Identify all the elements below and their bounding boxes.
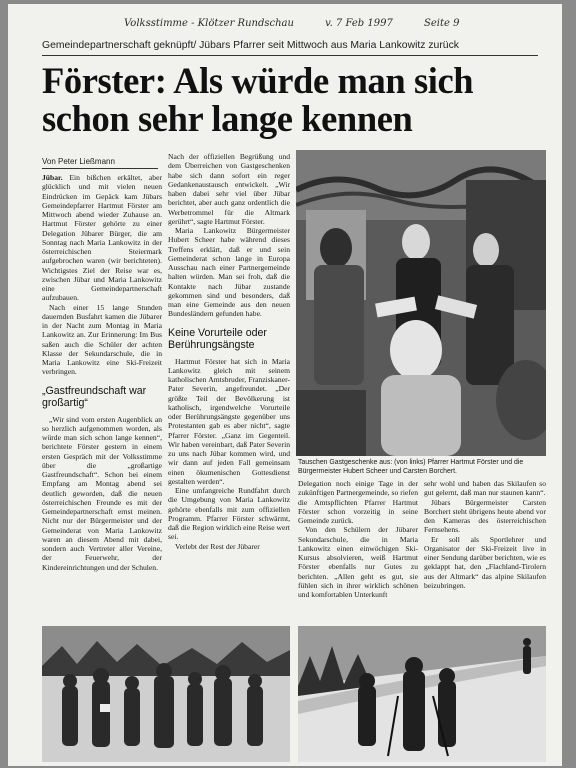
article-paragraph: „Wir sind vom ersten Augenblick an so herzlich aufgenommen worden, als würde man sich schon lange kennen“, berichtete Förster gestern in einem ersten Gespräch mit der Volksstimme über die „großartige Gastfreundschaft“. Schon bei einem Empfang am Montag abend sei deutlich geworden, daß die neuen österreichischen Freunde es mit der Gemeindepartnerschaft ernst meinen. Nicht nur der Bürgermeister und der Gemeinderat von Maria Lankowitz waren an diesem Abend mit dabei, sondern auch Vertreter aller Vereine, der Feuerwehr, der Kindereinrichtungen und der Schulen. [42,414,162,572]
article-column-2 [168,152,290,623]
main-photo-gift-exchange [296,150,546,456]
newspaper-clipping [8,4,562,766]
article-paragraph: Delegation noch einige Tage in der zukünftigen Partnergemeinde, so riefen die Amtspflichten Pfarrer Hartmut Förster schon vorzeitig in seine Gemeinde zurück. [298,479,418,525]
article-byline: Von Peter Ließmann [42,157,115,166]
article-column-1 [42,173,162,623]
subheading: Keine Vorurteile oder Berührungsängste [168,326,267,351]
handwritten-source-note [124,18,544,29]
article-paragraph: Eine umfangreiche Rundfahrt durch die Umgebung von Maria Lankowitz gehörte ebenfalls mit zum offiziellen Programm. Pfarrer Förster schwärmt, daß die Region wirklich eine Reise wert sei. [168,486,290,542]
byline-rule [42,168,158,169]
article-kicker: Gemeindepartnerschaft geknüpft/ Jübars Pfarrer seit Mittwoch aus Maria Lankowitz zurück [42,40,459,51]
note-date: v. 7 Feb 1997 [325,18,393,29]
article-paragraph: Jübar. Ein bißchen erkältet, aber glücklich und mit vielen neuen Eindrücken im Gepäck kam Jübars Gemeindepfarrer Hartmut Förster am Mittwoch abend wieder Zuhause an. Hartmut Förster gehörte zu einer Delegation Jübarer Bürger, die am Sonntag nach Maria Lankowitz in der österreichischen Steiermark aufgebrochen waren (wir berichteten). Wichtigstes Ziel der Reise war es, zwischen Jübar und Maria Lankowitz eine Gemeindepartnerschaft aufzubauen. [42,173,162,303]
photo-illustration [296,150,546,456]
article-paragraph: Er soll als Sportlehrer und Organisator der Ski-Freizeit live in einer Sendung darüber berichten, wie es geklappt hat, den „Flachland-Tirolern aus der Altmark“ das alpine Skilaufen beizubringen. [424,534,546,590]
article-paragraph: Jübars Bürgermeister Carsten Borchert steht übrigens heute abend vor den Kameras des österreichischen Fernsehens. [424,497,546,535]
article-paragraph: Nach der offiziellen Begrüßung und dem Überreichen von Gastgeschenken habe sich dann sofort ein reger Gedankenaustausch entwickelt. „Wir haben dabei sehr viel über Jübar berichtet, aber auch ganz ordentlich die Werbetrommel für die Altmark gerührt“, sagte Hartmut Förster. [168,152,290,226]
note-source: Volksstimme - Klötzer Rundschau [124,18,294,29]
article-paragraph: Hartmut Förster hat sich in Maria Lankowitz gleich mit seinem katholischen Amtsbruder, Franziskaner-Pater Severin, angefreundet. „Der größte Teil der Bevölkerung ist katholisch, irgendwelche Vorurteile oder Berührungsängste gegenüber uns Protestanten gab es aber nicht“, sagte Pfarrer Förster. „Ganz im Gegenteil. Wir haben vereinbart, daß Pater Severin zu uns nach Jübar kommen wird, und wir dann auf jeden Fall gemeinsam einen ökumenischen Gottesdienst gestalten werden“. [168,356,290,486]
article-column-4 [424,479,546,623]
subheading: „Gastfreundschaft war großartig“ [42,384,147,409]
note-page: Seite 9 [424,18,460,29]
photo-illustration [42,626,290,762]
article-column-3 [298,479,418,623]
article-paragraph: Maria Lankowitz Bürgermeister Hubert Scheer habe während dieses Treffens erklärt, daß er und sein Gemeinderat schon lange in Europa Ausschau nach einer Partnergemeinde halten würden. Man sei froh, daß die Kontakte nach Jübar zustande gekommen sind und besonders, daß man eine Gemeinde aus den neuen Bundesländern gefunden habe. [168,226,290,319]
ski-photo-left [42,626,290,762]
article-paragraph: sehr wohl und haben das Skilaufen so gut gelernt, daß man nur staunen kann“. [424,479,546,498]
article-paragraph: Von den Schülern der Jübarer Sekundarschule, die in Maria Lankowitz einen einwöchigen Ski-Kursus absolvieren, weiß Hartmut Förster ebenfalls nur Gutes zu berichten. „Allen geht es gut, sie fühlen sich in ihrer wirklich schönen und komfortablen Unterkunft [298,525,418,599]
article-paragraph: Nach einer 15 lange Stunden dauernden Busfahrt kamen die Jübarer in der Nacht zum Montag in Maria Lankowitz an. Zur Erinnerung: Im Bus saßen auch die Schüler der achten Klasse der Sekundarschule, die in Maria Lankowitz eine Ski-Freizeit verbringen. [42,302,162,377]
photo-caption: Tauschen Gastgeschenke aus: (von links) Pfarrer Hartmut Förster und die Bürgermeister Hubert Scheer und Carsten Borchert. [298,459,524,475]
article-paragraph: Verlebt der Rest der Jübarer [175,541,260,551]
article-headline: Förster: Als würde man sich schon sehr lange kennen [42,60,474,139]
dateline: Jübar. [42,173,63,182]
ski-photo-right [298,626,546,762]
kicker-rule [42,55,538,56]
photo-illustration [298,626,546,762]
